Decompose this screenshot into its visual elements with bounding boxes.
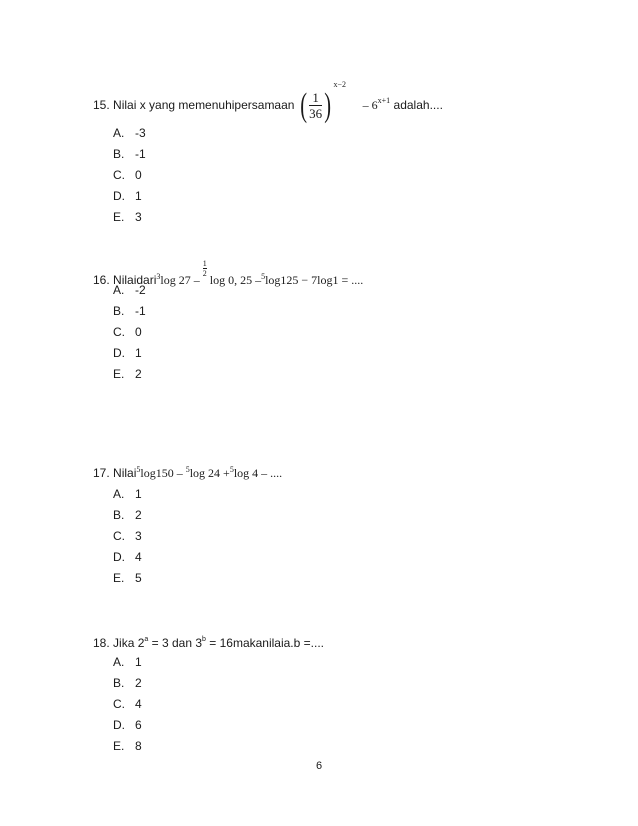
- option-d[interactable]: D. 1: [113, 346, 142, 360]
- math-term-3: log 4 – ....: [233, 466, 283, 480]
- rhs-exponent: x+1: [377, 96, 391, 105]
- right-paren: ): [324, 87, 332, 125]
- option-c[interactable]: C. 0: [113, 325, 142, 339]
- question-text: Nilai: [113, 466, 137, 480]
- left-paren: (: [300, 87, 307, 125]
- page-number: 6: [315, 760, 323, 772]
- exponent-b: b: [202, 636, 206, 643]
- option-a[interactable]: A. -2: [113, 283, 146, 297]
- option-e[interactable]: E. 8: [113, 739, 142, 753]
- option-e[interactable]: E. 2: [113, 367, 142, 381]
- exponent-a: a: [144, 636, 149, 643]
- math-term-1: log150 –: [140, 466, 183, 480]
- question-15: [93, 77, 443, 125]
- question-text: Nilai x yang memenuhipersamaan: [113, 98, 295, 112]
- question-number: 16.: [93, 273, 110, 287]
- option-e[interactable]: E. 5: [113, 571, 142, 585]
- question-text-a: Jika 2: [113, 636, 145, 650]
- option-a[interactable]: A. -3: [113, 126, 146, 140]
- fraction: $\frac{1}{36}$: [309, 90, 323, 122]
- question-number: 18.: [93, 636, 110, 650]
- option-d[interactable]: D. 6: [113, 718, 142, 732]
- question-number: 15.: [93, 98, 110, 112]
- option-b[interactable]: B. -1: [113, 304, 146, 318]
- option-c[interactable]: C. 0: [113, 168, 142, 182]
- question-text-b: = 3 dan 3: [148, 636, 203, 650]
- question-tail: adalah....: [393, 98, 443, 112]
- option-b[interactable]: B. 2: [113, 508, 142, 522]
- math-term-2: log 24 +: [189, 466, 230, 480]
- option-c[interactable]: C. 3: [113, 529, 142, 543]
- question-number: 17.: [93, 466, 110, 480]
- math-term-2: log 0, 25 –: [209, 273, 262, 287]
- rhs-term: – 6: [362, 98, 378, 112]
- sup-fraction: $\frac{1}{2}$: [202, 259, 207, 278]
- option-d[interactable]: D. 1: [113, 189, 142, 203]
- option-e[interactable]: E. 3: [113, 210, 142, 224]
- question-17: 17. Nilai$^5$log150 – $^5$log 24 +$^5$log 4 – ....: [93, 465, 283, 480]
- exponent: x−2: [333, 80, 346, 89]
- option-a[interactable]: A. 1: [113, 655, 142, 669]
- question-16: 16. Nilaidari$^3$log 27 – $\frac{1}{2}$ log 0, 25 –$^5$log125 − 7log1 = ....: [93, 259, 364, 287]
- math-term-1: log 27 –: [160, 273, 200, 287]
- question-text: Nilaidari: [113, 273, 157, 287]
- option-b[interactable]: B. -1: [113, 147, 146, 161]
- math-term-3: log125 − 7log1 = ....: [265, 273, 364, 287]
- question-text-c: = 16makanilaia.b =....: [205, 636, 324, 650]
- option-c[interactable]: C. 4: [113, 697, 142, 711]
- option-b[interactable]: B. 2: [113, 676, 142, 690]
- option-d[interactable]: D. 4: [113, 550, 142, 564]
- question-18: [93, 632, 324, 651]
- option-a[interactable]: A. 1: [113, 487, 142, 501]
